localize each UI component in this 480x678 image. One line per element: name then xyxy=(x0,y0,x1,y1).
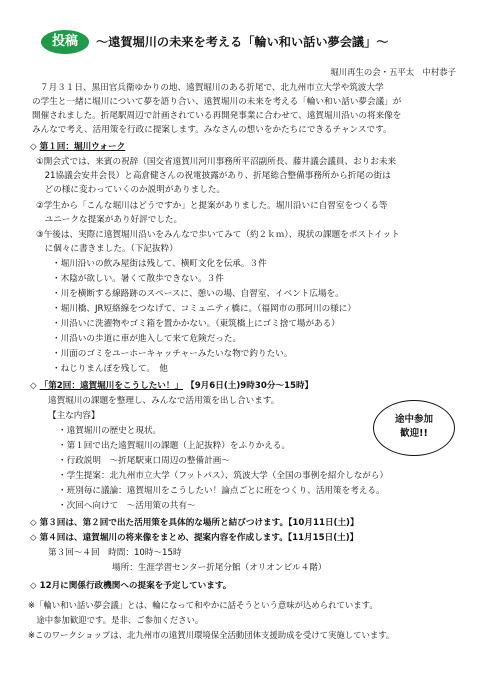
session-time: 第３回～４回 時間：10時～15時 xyxy=(48,548,182,558)
list-item: ・ねじりまんぽを残して。 他 xyxy=(52,364,168,374)
list-item: ・次回へ向けて ～活用策の共有～ xyxy=(58,501,196,511)
section-1-heading xyxy=(30,141,125,154)
author-line: 堀川再生の会・五平太 中村恭子 xyxy=(330,67,456,77)
intro-line: 開催されました。折尾駅周辺で計画されている再開発事業に合わせて、遠賀堀川沿いの将来像を xyxy=(32,111,402,121)
footnote: ※このワークショップは、北九州市の遠賀川環境保全活動団体支援助成を受けて実施しています。 xyxy=(28,630,395,640)
section-5-text: 12月に関係行政機関への提案を予定しています。 xyxy=(39,581,232,591)
list-item: ・遠賀堀川の歴史と現状。 xyxy=(58,426,162,436)
list-item: ・班別毎に議論：遠賀堀川をこうしたい！論点ごとに班をつくり、活用策を考える。 xyxy=(58,486,385,496)
intro-line: みんなで考え、活用策を行政に提案します。みなさんの想いをかたちにできるチャンスです。 xyxy=(32,125,392,135)
section-1-title: 第１回：堀川ウォーク xyxy=(39,142,126,152)
bubble-line: 途中参加 xyxy=(394,414,433,425)
section-1-line: どの様に変わっていくのか説明がありました。 xyxy=(36,185,225,195)
intro-line: の学生と一緒に堀川について夢を語り合い、遠賀堀川の未来を考える「輪い和い話い夢会議」が xyxy=(32,97,402,107)
article-title: ～遠賀堀川の未来を考える「輪い和い話い夢会議」～ xyxy=(96,35,389,49)
section-1-line: ②学生から「こんな堀川はどうですか」と提案がありました。堀川沿いに自習室をつくる等 xyxy=(36,201,388,211)
section-1-line: に個々に書きました。（下記抜粋） xyxy=(36,244,178,254)
diamond-bullet-icon: ◇ xyxy=(30,533,37,543)
list-item: ・川を横断する線路跡のスペースに、憩いの場、自習室、イベント広場を。 xyxy=(52,289,344,299)
list-item: ・堀川沿いの飲み屋街は残して、横町文化を伝承。３件 xyxy=(52,259,267,269)
welcome-speech-bubble xyxy=(373,400,455,456)
section-5-line xyxy=(30,580,231,593)
section-2-heading xyxy=(30,380,313,393)
diamond-bullet-icon: ◇ xyxy=(30,381,37,391)
section-3-line xyxy=(30,517,359,530)
section-1-line: 21協議会安井会長）と高倉健さんの祝電披露があり、折尾総合整備事務所から折尾の街は xyxy=(36,171,391,181)
footnote: ※「輪い和い話い夢会議」とは、輪になって和やかに話そうという意味が込められています。 xyxy=(28,600,378,610)
list-item: ・木陰が欲しい。暑くて散歩できない。３件 xyxy=(52,274,224,284)
session-place: 場所：生涯学習センター折尾分館（オリオンビル４階） xyxy=(112,563,327,573)
diamond-bullet-icon: ◇ xyxy=(30,142,37,152)
footnote: 途中参加歓迎です。是非、ご参加ください。 xyxy=(28,615,204,625)
section-4-line xyxy=(30,532,358,545)
section-1-line: ユニークな提案があり好評でした。 xyxy=(36,215,183,225)
list-item: ・川沿いの歩道に車が進入して来て危険だった。 xyxy=(52,334,242,344)
section-2-title: 「第2回：遠賀堀川をこうしたい！」 xyxy=(39,381,184,391)
section-1-line: ①開会式では、来賓の祝辞（国交省遠賀川河川事務所平沼副所長、藤井議会議員、おりお未来 xyxy=(36,157,397,167)
section-1-line: ③午後は、実際に遠賀堀川沿いをみんなで歩いてみて（約２ｋｍ）、現状の課題をポストイット xyxy=(36,230,400,240)
section-3-text: 第３回は、第２回で出た活用策を具体的な場所と結びつけます。【10月11日(土)】 xyxy=(39,518,359,528)
intro-line: ７月３１日、黒田官兵衛ゆかりの地、遠賀堀川のある折尾で、北九州市立大学や筑波大学 xyxy=(40,83,384,93)
list-item: ・第１回で出た遠賀堀川の課題（上記抜粋）をふりかえる。 xyxy=(58,441,291,451)
list-item: ・行政説明 ～折尾駅東口周辺の整備計画～ xyxy=(58,456,230,466)
section-2-date: 【9月6日(土)9時30分～15時】 xyxy=(186,381,314,391)
diamond-bullet-icon: ◇ xyxy=(30,581,37,591)
list-item: ・川面のゴミをユーホーキャッチャーみたいな物で釣りたい。 xyxy=(52,349,293,359)
bubble-line: 歓迎!! xyxy=(400,428,428,439)
diamond-bullet-icon: ◇ xyxy=(30,518,37,528)
list-item: ・堀川橋、JR短絡線をつなげて、コミュニティ橋に。（福岡市の那珂川の様に） xyxy=(52,304,356,314)
list-item: ・川沿いに洗濯物やゴミ箱を置かかない。（東筑橋上にゴミ捨て場がある） xyxy=(52,319,340,329)
section-2-desc: 遠賀堀川の課題を整理し、みんなで活用策を出し合います。 xyxy=(48,396,280,406)
list-item: ・学生提案：北九州市立大学（フットパス）、筑波大学（全国の事例を紹介しながら） xyxy=(58,471,389,481)
submission-badge: 投稿 xyxy=(41,30,89,54)
section-4-text: 第４回は、遠賀堀川の将来像をまとめ、提案内容を作成します。【11月15日(土)】 xyxy=(39,533,359,543)
section-2-content-label: 【主な内容】 xyxy=(48,411,100,421)
